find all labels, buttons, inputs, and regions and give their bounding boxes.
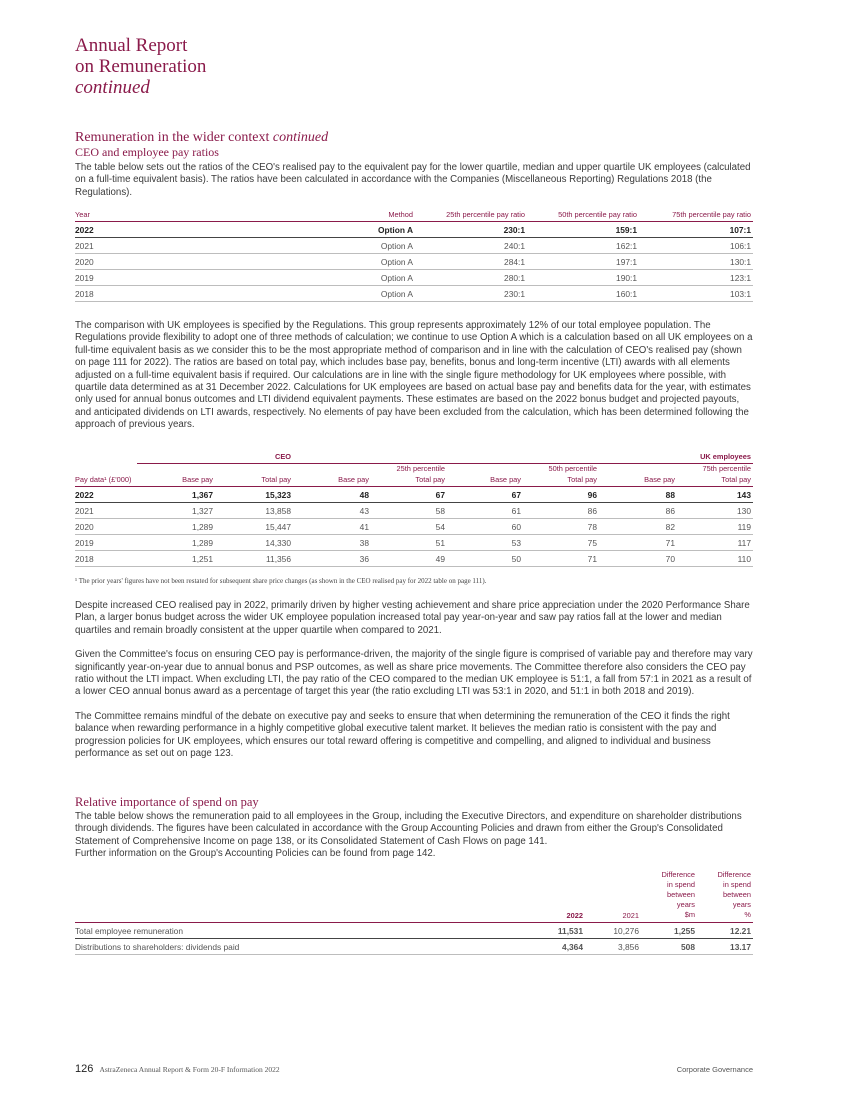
- table-cell: 159:1: [527, 222, 639, 238]
- table-cell: 508: [641, 939, 697, 955]
- diff-pct-l4: %: [744, 910, 751, 919]
- table-row: [75, 923, 753, 939]
- pay-table-wrap: [75, 452, 753, 567]
- table-cell: 2018: [75, 551, 137, 567]
- diff-m-l0: Difference: [661, 870, 695, 879]
- para-performance-driven: Given the Committee's focus on ensuring CEO pay is performance-driven, the majority of the single figure is comprised of variable pay and therefore may vary significantly year-on-year due to annual bonus and PSP outcomes, as well as share price movements. The Committee therefore also considers the CEO pay ratio without the LTI impact. When excluding LTI, the pay ratio of the CEO compared to the median UK employee is 51:1, a fall from 57:1 in 2021 as a result of a lower CEO annual bonus award as a percentage of target this year (the ratio excluding LTI was 53:1 in 2020, and 51:1 in both 2018 and 2019).: [75, 649, 753, 698]
- table-cell: 1,289: [137, 535, 215, 551]
- spend-table-wrap: [75, 870, 753, 955]
- intro-paragraph: The table below sets out the ratios of the CEO's realised pay to the equivalent pay for the lower quartile, median and upper quartile UK employees (calculated on a full-time equivalent basis). The ratios have been calculated in accordance with the Companies (Miscellaneous Reporting) Regulations 2018 (the Regulations).: [75, 162, 751, 198]
- table-cell: 3,856: [585, 939, 641, 955]
- table-row: [75, 286, 753, 302]
- table-cell: 197:1: [527, 254, 639, 270]
- table-cell: 2018: [75, 286, 275, 302]
- table-cell: 53: [447, 535, 523, 551]
- ratio-table-wrap: [75, 210, 753, 302]
- section-heading-text: Remuneration in the wider context: [75, 130, 270, 145]
- report-header: [75, 35, 206, 98]
- table-cell: 43: [293, 503, 371, 519]
- table-cell: 36: [293, 551, 371, 567]
- table-cell: Option A: [275, 222, 415, 238]
- col-p50: 50th percentile pay ratio: [527, 210, 639, 222]
- table-cell: Option A: [275, 270, 415, 286]
- table-cell: 106:1: [639, 238, 753, 254]
- table-cell: Total employee remuneration: [75, 923, 505, 939]
- table-cell: 15,447: [215, 519, 293, 535]
- pay-table-footnote: ¹ The prior years' figures have not been restated for subsequent share price changes (as shown in the CEO realised pay for 2022 table on page 111).: [75, 577, 487, 585]
- diff-pct-l0: Difference: [717, 870, 751, 879]
- para-ceo-pay-increase: Despite increased CEO realised pay in 2022, primarily driven by higher vesting achievement and share price appreciation under the 2020 Performance Share Plan, a larger bonus budget across the wider UK employee population increased total pay year-on-year and saw pay ratios fall at the lower and median quartiles and remain broadly consistent at the upper quartile when compared to 2021.: [75, 600, 750, 636]
- table-cell: 86: [523, 503, 599, 519]
- table-cell: 2022: [75, 222, 275, 238]
- table-cell: 2019: [75, 270, 275, 286]
- table-cell: 67: [447, 487, 523, 503]
- col-pay-data: Pay data¹ (£'000): [75, 475, 137, 487]
- col-ceo-base: Base pay: [137, 475, 215, 487]
- table-cell: 143: [677, 487, 753, 503]
- table-cell: 130:1: [639, 254, 753, 270]
- table-cell: 130: [677, 503, 753, 519]
- col-p50-total: Total pay: [523, 475, 599, 487]
- col-p25-total: Total pay: [371, 475, 447, 487]
- col-p75-base: Base pay: [599, 475, 677, 487]
- table-cell: 2020: [75, 519, 137, 535]
- table-row: [75, 254, 753, 270]
- p25-label: 25th percentile: [396, 464, 445, 473]
- comparison-paragraph-wrap: [75, 320, 753, 432]
- group-ceo: CEO: [137, 452, 293, 464]
- table-cell: 110: [677, 551, 753, 567]
- table-cell: 88: [599, 487, 677, 503]
- diff-pct-l2: between: [723, 890, 751, 899]
- table-cell: 280:1: [415, 270, 527, 286]
- table-cell: 71: [599, 535, 677, 551]
- col-method: Method: [275, 210, 415, 222]
- col-ceo-total: Total pay: [215, 475, 293, 487]
- spend-intro: The table below shows the remuneration paid to all employees in the Group, including the Executive Directors, and expenditure on shareholder distributions through dividends. The figures have been calculated in accordance with the Group Accounting Policies and drawn from either the Group's Consolidated Statement of Comprehensive Income on page 138, or its Consolidated Statement of Cash Flows on page 141.: [75, 811, 742, 847]
- table-cell: Option A: [275, 286, 415, 302]
- diff-m-l2: between: [667, 890, 695, 899]
- ratio-table: [75, 210, 753, 302]
- diff-m-l3: years: [676, 900, 695, 909]
- section-heading: [75, 130, 753, 145]
- table-cell: 48: [293, 487, 371, 503]
- col-p25: 25th percentile pay ratio: [415, 210, 527, 222]
- diff-pct-l3: years: [732, 900, 751, 909]
- table-cell: 60: [447, 519, 523, 535]
- table-cell: 162:1: [527, 238, 639, 254]
- table-cell: 38: [293, 535, 371, 551]
- col-2022: 2022: [505, 870, 585, 923]
- footer-doc-title: AstraZeneca Annual Report & Form 20-F Information 2022: [99, 1065, 280, 1074]
- table-row: [75, 238, 753, 254]
- table-row: [75, 939, 753, 955]
- spend-table: [75, 870, 753, 955]
- table-row: [75, 487, 753, 503]
- comparison-paragraph: The comparison with UK employees is specified by the Regulations. This group represents approximately 12% of our total employee population. The Regulations provide flexibility to adopt one of three methods of calculation; we continue to use Option A which is a calculation based on all UK employees on a full-time equivalent basis as we consider this to be the most appropriate method of comparison and in line with the calculation of CEO's realised pay (shown on page 111 for 2022). The ratios are based on total pay, which includes base pay, benefits, bonus and long-term incentive (LTI) awards with all elements adjusted on a full-time equivalent basis if required. Our calculations are in line with the single figure methodology for UK employees where possible, with quartile data determined as at 31 December 2022. Calculations for UK employees are based on actual base pay and benefits data for the year, with estimates only used for annual bonus outcomes and LTI dividend equivalent payments. These estimates are based on the 2022 bonus budget and projected payouts, and anticipated dividends on LTI awards, respectively. No elements of pay have been excluded from the calculation, which has been determined following the approach of previous years.: [75, 320, 753, 431]
- table-cell: 2022: [75, 487, 137, 503]
- discussion-paragraphs: [75, 600, 753, 760]
- para-committee-mindful: The Committee remains mindful of the debate on executive pay and seeks to ensure that when determining the remuneration of the CEO it finds the right balance when rewarding performance in a highly competitive global executive talent market. It believes the median ratio is consistent with the pay and progression policies for UK employees, which ensures our total reward offering is competitive and compelling, and aligned to individual and business performance as set out on page 123.: [75, 710, 730, 760]
- table-cell: 103:1: [639, 286, 753, 302]
- section-heading-continued: continued: [272, 130, 329, 145]
- table-cell: 54: [371, 519, 447, 535]
- spend-section: [75, 795, 753, 861]
- col-p25-base: Base pay: [293, 475, 371, 487]
- table-cell: 86: [599, 503, 677, 519]
- table-cell: 41: [293, 519, 371, 535]
- table-cell: 2019: [75, 535, 137, 551]
- diff-m-l1: in spend: [667, 880, 695, 889]
- table-row: [75, 270, 753, 286]
- header-title-line1: Annual Report: [75, 35, 188, 56]
- table-row: [75, 222, 753, 238]
- header-continued: continued: [75, 77, 150, 98]
- table-cell: 10,276: [585, 923, 641, 939]
- col-diff-pct: [697, 870, 753, 923]
- table-cell: 13.17: [697, 939, 753, 955]
- page-footer: [75, 1063, 753, 1075]
- col-diff-m: [641, 870, 697, 923]
- spend-heading: Relative importance of spend on pay: [75, 795, 259, 809]
- table-cell: 61: [447, 503, 523, 519]
- table-cell: 2021: [75, 503, 137, 519]
- table-cell: 123:1: [639, 270, 753, 286]
- p50-label: 50th percentile: [548, 464, 597, 473]
- table-cell: 240:1: [415, 238, 527, 254]
- table-cell: 96: [523, 487, 599, 503]
- header-title-line2: on Remuneration: [75, 56, 207, 77]
- p75-label: 75th percentile: [702, 464, 751, 473]
- table-row: [75, 551, 753, 567]
- table-cell: 78: [523, 519, 599, 535]
- table-cell: 13,858: [215, 503, 293, 519]
- col-p50-base: Base pay: [447, 475, 523, 487]
- table-cell: 50: [447, 551, 523, 567]
- footer-section: Corporate Governance: [676, 1065, 753, 1074]
- pay-ratio-section: [75, 130, 753, 199]
- table-cell: 230:1: [415, 286, 527, 302]
- table-cell: 15,323: [215, 487, 293, 503]
- table-cell: 49: [371, 551, 447, 567]
- table-cell: 12.21: [697, 923, 753, 939]
- table-cell: 119: [677, 519, 753, 535]
- table-cell: 4,364: [505, 939, 585, 955]
- col-2021: 2021: [585, 870, 641, 923]
- table-cell: 58: [371, 503, 447, 519]
- table-row: [75, 519, 753, 535]
- col-year: Year: [75, 210, 275, 222]
- table-cell: 1,367: [137, 487, 215, 503]
- table-cell: 67: [371, 487, 447, 503]
- table-cell: 1,289: [137, 519, 215, 535]
- table-cell: 107:1: [639, 222, 753, 238]
- table-cell: Option A: [275, 238, 415, 254]
- table-cell: 2020: [75, 254, 275, 270]
- table-cell: 71: [523, 551, 599, 567]
- table-cell: 82: [599, 519, 677, 535]
- col-p75: 75th percentile pay ratio: [639, 210, 753, 222]
- group-uk-employees: UK employees: [293, 452, 753, 464]
- table-cell: Option A: [275, 254, 415, 270]
- table-cell: 1,327: [137, 503, 215, 519]
- table-cell: 11,531: [505, 923, 585, 939]
- table-cell: 1,255: [641, 923, 697, 939]
- table-cell: 2021: [75, 238, 275, 254]
- table-cell: 75: [523, 535, 599, 551]
- table-cell: Distributions to shareholders: dividends paid: [75, 939, 505, 955]
- table-cell: 230:1: [415, 222, 527, 238]
- page-number: 126: [75, 1063, 94, 1075]
- table-cell: 14,330: [215, 535, 293, 551]
- diff-pct-l1: in spend: [723, 880, 751, 889]
- spend-intro-2: Further information on the Group's Accounting Policies can be found from page 142.: [75, 848, 436, 860]
- table-cell: 284:1: [415, 254, 527, 270]
- table-row: [75, 535, 753, 551]
- diff-m-l4: $m: [684, 910, 695, 919]
- subheading-pay-ratios: CEO and employee pay ratios: [75, 145, 219, 159]
- table-cell: 70: [599, 551, 677, 567]
- table-cell: 1,251: [137, 551, 215, 567]
- col-p75-total: Total pay: [677, 475, 753, 487]
- table-cell: 51: [371, 535, 447, 551]
- table-cell: 160:1: [527, 286, 639, 302]
- table-cell: 11,356: [215, 551, 293, 567]
- table-cell: 190:1: [527, 270, 639, 286]
- pay-data-table: [75, 452, 753, 567]
- table-row: [75, 503, 753, 519]
- table-cell: 117: [677, 535, 753, 551]
